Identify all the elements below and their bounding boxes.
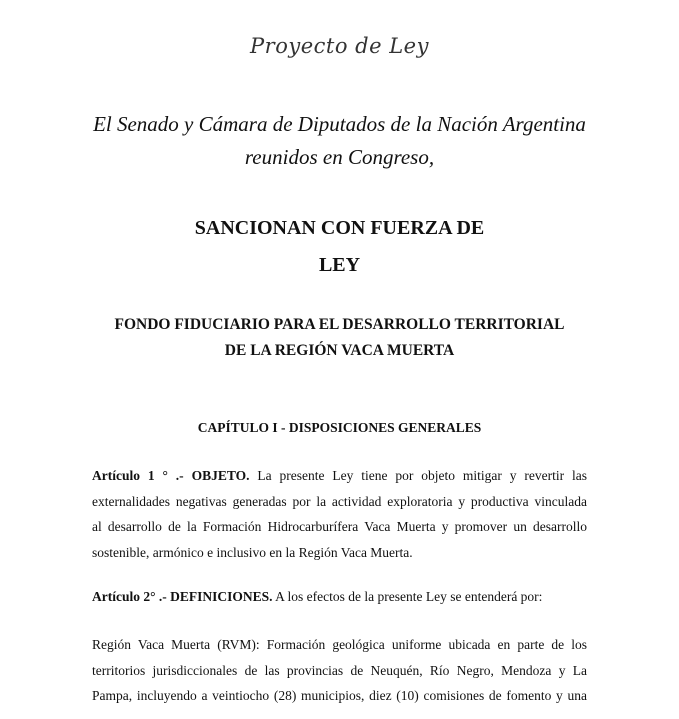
law-title-line-1: FONDO FIDUCIARIO PARA EL DESARROLLO TERRITORIAL — [114, 316, 565, 333]
definition-rvm-paragraph — [92, 632, 587, 709]
article-1-line-2: externalidades negativas generadas por la actividad exploratoria y productiva vinculada — [92, 493, 587, 509]
article-1-line-1-rest: La presente Ley tiene por objeto mitigar y revertir las — [249, 468, 587, 483]
article-2-line-1 — [92, 584, 587, 610]
article-1-line-3: al desarrollo de la Formación Hidrocarburífera Vaca Muerta y promover un desarrollo — [92, 519, 587, 534]
article-1-line-4: sostenible, armónico e inclusivo en la Región Vaca Muerta. — [92, 544, 413, 560]
law-title-line-2: DE LA REGIÓN VACA MUERTA — [224, 342, 455, 359]
article-1-line-1 — [92, 463, 587, 489]
sanction-line-2: LEY — [318, 254, 361, 276]
definition-rvm-line-3: Pampa, incluyendo a veintiocho (28) municipios, diez (10) comisiones de fomento y una — [92, 688, 587, 703]
chapter-heading: CAPÍTULO I - DISPOSICIONES GENERALES — [197, 420, 482, 435]
sanction-line-1: SANCIONAN CON FUERZA DE — [194, 217, 485, 239]
document-header-title: Proyecto de Ley — [250, 34, 429, 58]
preamble-line-2: reunidos en Congreso, — [244, 145, 435, 169]
article-2-line-1-rest: A los efectos de la presente Ley se entenderá por: — [272, 589, 543, 604]
article-2-paragraph — [92, 584, 587, 610]
definition-rvm-line-1: Región Vaca Muerta (RVM): Formación geológica uniforme ubicada en parte de los — [92, 637, 587, 652]
article-2-lead: Artículo 2° .- DEFINICIONES. — [92, 589, 273, 604]
article-1-lead: Artículo 1 ° .- OBJETO. — [92, 468, 250, 483]
article-1-paragraph — [92, 463, 587, 565]
preamble-line-1: El Senado y Cámara de Diputados de la Nación Argentina — [93, 112, 586, 136]
definition-rvm-line-2: territorios jurisdiccionales de las provincias de Neuquén, Río Negro, Mendoza y La — [92, 662, 587, 678]
